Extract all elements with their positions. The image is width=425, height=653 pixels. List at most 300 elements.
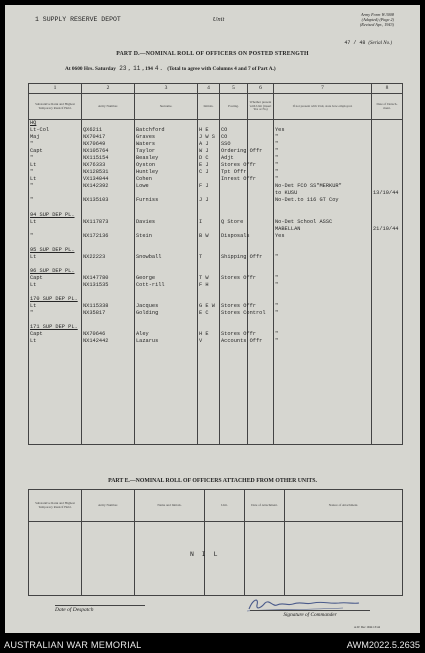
roll-cell: " (274, 148, 372, 155)
roll-cell (82, 226, 135, 233)
roll-cell: " (274, 155, 372, 162)
page-number (344, 40, 392, 46)
roll-cell (248, 367, 274, 374)
roll-cell (274, 268, 372, 275)
roll-row (29, 148, 403, 155)
roll-cell: NX128531 (82, 169, 135, 176)
roll-cell (372, 205, 403, 212)
roll-cell (372, 268, 403, 275)
roll-cell (82, 430, 135, 437)
roll-cell: " (29, 310, 82, 317)
unit-label: Unit (212, 16, 225, 23)
roll-row (29, 402, 403, 409)
roll-cell (135, 353, 198, 360)
roll-cell (82, 261, 135, 268)
roll-cell: V (198, 338, 220, 345)
roll-row (29, 409, 403, 416)
roll-row (29, 176, 403, 183)
roll-cell (248, 268, 274, 275)
roll-cell: G E W (198, 303, 220, 310)
roll-cell: Aley (135, 331, 198, 338)
roll-cell (135, 360, 198, 367)
roll-cell (220, 360, 248, 367)
roll-cell: NX35817 (82, 310, 135, 317)
roll-cell (220, 374, 248, 381)
roll-row (29, 134, 403, 141)
roll-cell (135, 381, 198, 388)
roll-cell: NX70649 (82, 141, 135, 148)
roll-row (29, 430, 403, 437)
roll-cell: Waters (135, 141, 198, 148)
roll-cell (248, 261, 274, 268)
attached-cell (285, 522, 403, 596)
roll-cell (248, 127, 274, 134)
roll-row (29, 423, 403, 430)
roll-cell: NX115154 (82, 155, 135, 162)
roll-cell: Shipping Offr (221, 253, 263, 260)
roll-cell: 96 SUP DEP PL. (29, 268, 82, 275)
roll-cell (198, 190, 220, 197)
roll-row (29, 437, 403, 444)
roll-cell: " (274, 282, 372, 289)
column-header: Substantive Rank and Highest Temporary Rank if Held. (29, 94, 82, 120)
roll-cell (82, 416, 135, 423)
roll-cell (220, 381, 248, 388)
roll-cell (198, 437, 220, 444)
roll-cell: E C (198, 310, 220, 317)
roll-cell (372, 437, 403, 444)
roll-cell: QX6211 (82, 127, 135, 134)
roll-cell (135, 190, 198, 197)
roll-cell (82, 437, 135, 444)
roll-row (29, 416, 403, 423)
roll-cell (274, 423, 372, 430)
roll-cell: to KUSU (274, 190, 372, 197)
roll-cell: " (29, 155, 82, 162)
date-year: 4 (154, 65, 159, 72)
column-header: Army Number. (82, 490, 135, 522)
roll-row (29, 219, 403, 226)
roll-cell (274, 388, 372, 395)
roll-cell: H E (198, 331, 220, 338)
roll-cell: Lt (29, 219, 82, 226)
roll-cell (372, 289, 403, 296)
roll-cell: A J (198, 141, 220, 148)
roll-cell: Stores Control (221, 310, 266, 317)
roll-cell (135, 226, 198, 233)
roll-cell: Capt (29, 331, 82, 338)
archive-reference: AWM2022.5.2635 (346, 640, 420, 650)
column-number: 1 (29, 84, 82, 94)
roll-cell (220, 367, 248, 374)
roll-cell (135, 261, 198, 268)
roll-cell (372, 310, 403, 317)
roll-cell (135, 374, 198, 381)
roll-cell (274, 430, 372, 437)
roll-cell: T W (198, 275, 220, 282)
roll-cell: Lt (29, 162, 82, 169)
roll-cell: Golding (135, 310, 198, 317)
roll-cell (82, 317, 135, 324)
roll-cell (372, 162, 403, 169)
roll-cell (248, 134, 274, 141)
roll-cell: B W (198, 233, 220, 240)
roll-cell (372, 338, 403, 345)
roll-cell (274, 395, 372, 402)
roll-cell (274, 345, 372, 352)
roll-cell: Lt (29, 176, 82, 183)
roll-cell (82, 388, 135, 395)
roll-cell (220, 289, 248, 296)
roll-cell (29, 205, 82, 212)
roll-cell: Lowe (135, 183, 198, 190)
roll-cell (82, 381, 135, 388)
roll-cell: Jacques (135, 303, 198, 310)
roll-cell (372, 197, 403, 204)
roll-row (29, 162, 403, 169)
roll-cell (372, 402, 403, 409)
roll-cell (82, 395, 135, 402)
roll-row (29, 275, 403, 282)
roll-cell (372, 212, 403, 219)
roll-cell (274, 120, 372, 128)
roll-cell (248, 247, 274, 254)
roll-cell (82, 345, 135, 352)
roll-cell (248, 324, 274, 331)
roll-cell (248, 183, 274, 190)
roll-cell: Taylor (135, 148, 198, 155)
column-number: 3 (135, 84, 198, 94)
roll-cell (372, 303, 403, 310)
roll-cell: NX22223 (82, 254, 135, 261)
roll-cell: Cott-rill (135, 282, 198, 289)
roll-cell: Davies (135, 219, 198, 226)
roll-cell: " (274, 169, 372, 176)
roll-cell (29, 402, 82, 409)
roll-cell (372, 233, 403, 240)
roll-cell (372, 127, 403, 134)
roll-cell (198, 374, 220, 381)
attached-cell (82, 522, 135, 596)
roll-cell (220, 190, 248, 197)
roll-cell (274, 261, 372, 268)
roll-cell (372, 219, 403, 226)
roll-cell (82, 120, 135, 128)
roll-row (29, 190, 403, 197)
roll-cell (372, 416, 403, 423)
roll-cell (248, 197, 274, 204)
roll-cell: Stein (135, 233, 198, 240)
roll-row (29, 169, 403, 176)
roll-row (29, 381, 403, 388)
column-header: Name and Initials. (135, 490, 205, 522)
roll-cell: Ordering Offr (221, 148, 263, 155)
column-number: 8 (372, 84, 403, 94)
roll-cell (274, 212, 372, 219)
roll-cell (274, 247, 372, 254)
roll-cell (29, 388, 82, 395)
roll-cell (220, 317, 248, 324)
roll-cell (372, 169, 403, 176)
roll-row (29, 345, 403, 352)
roll-cell: SSO (220, 141, 248, 148)
column-header: Surname. (135, 94, 198, 120)
roll-cell (198, 240, 220, 247)
roll-cell (135, 395, 198, 402)
roll-row (29, 338, 403, 345)
roll-row (29, 261, 403, 268)
column-header: Nature of Attachment. (285, 490, 403, 522)
form-reference (360, 12, 394, 27)
attached-cell (205, 522, 245, 596)
roll-cell (135, 388, 198, 395)
roll-cell (82, 296, 135, 303)
roll-cell (29, 240, 82, 247)
roll-cell (82, 402, 135, 409)
roll-cell: No-Det.to 116 GT Coy (274, 197, 372, 204)
roll-cell: Lt-Col (29, 127, 82, 134)
roll-cell (372, 296, 403, 303)
roll-cell: HQ (29, 120, 82, 128)
roll-cell (372, 345, 403, 352)
roll-cell (29, 437, 82, 444)
roll-cell (372, 134, 403, 141)
roll-cell (274, 374, 372, 381)
roll-cell (198, 212, 220, 219)
roll-cell: CO (220, 134, 248, 141)
roll-cell (220, 430, 248, 437)
roll-cell (248, 289, 274, 296)
roll-cell: NX172136 (82, 233, 135, 240)
roll-cell: " (274, 303, 372, 310)
roll-cell (248, 388, 274, 395)
roll-cell: D C (198, 155, 220, 162)
roll-cell (372, 141, 403, 148)
roll-cell (198, 367, 220, 374)
roll-cell (220, 437, 248, 444)
column-number: 5 (220, 84, 248, 94)
roll-cell: No-Det School ASSC (274, 219, 372, 226)
form-ref-line: Army Form W.3008 (361, 12, 394, 17)
roll-cell (198, 120, 220, 128)
roll-row (29, 212, 403, 219)
roll-cell: I (198, 219, 220, 226)
column-header: Whether present with Unit (insert Yes or No) (248, 94, 274, 120)
roll-cell (274, 437, 372, 444)
roll-cell (372, 367, 403, 374)
unit-name: 1 SUPPLY RESERVE DEPOT (35, 16, 121, 23)
roll-cell (135, 289, 198, 296)
roll-cell (220, 183, 248, 190)
column-header: Army Number. (82, 94, 135, 120)
roll-cell (29, 360, 82, 367)
roll-cell (372, 254, 403, 261)
column-number: 7 (274, 84, 372, 94)
roll-cell (220, 261, 248, 268)
roll-cell: 95 SUP DEP PL. (29, 247, 82, 254)
date-day: 23 (119, 65, 127, 72)
roll-cell (29, 226, 82, 233)
roll-cell: F H (198, 282, 220, 289)
roll-cell (29, 289, 82, 296)
roll-cell (248, 395, 274, 402)
roll-cell (220, 240, 248, 247)
roll-row (29, 155, 403, 162)
roll-cell (220, 388, 248, 395)
roll-cell (248, 141, 274, 148)
roll-cell (372, 275, 403, 282)
roll-cell: T (198, 254, 220, 261)
roll-cell (82, 423, 135, 430)
roll-cell (82, 247, 135, 254)
roll-row (29, 388, 403, 395)
roll-cell (372, 282, 403, 289)
roll-cell (198, 296, 220, 303)
roll-cell: Stores Offr (221, 331, 256, 338)
roll-cell: 170 SUP DEP PL. (29, 296, 82, 303)
archive-credit: AUSTRALIAN WAR MEMORIAL (4, 640, 142, 650)
roll-cell: George (135, 275, 198, 282)
roll-row (29, 127, 403, 134)
roll-cell (82, 268, 135, 275)
roll-row (29, 205, 403, 212)
roll-cell: F J (198, 183, 220, 190)
officers-attached-table (28, 489, 403, 596)
roll-cell: NX135103 (82, 197, 135, 204)
roll-cell (248, 345, 274, 352)
roll-cell: CO (220, 127, 248, 134)
roll-cell (248, 381, 274, 388)
roll-cell (372, 388, 403, 395)
part-e-title: PART E.—NOMINAL ROLL OF OFFICERS ATTACHED FROM OTHER UNITS. (108, 478, 317, 484)
roll-cell (29, 416, 82, 423)
roll-cell: Tpt Offr (221, 169, 247, 176)
roll-cell (135, 120, 198, 128)
column-header: Unit. (205, 490, 245, 522)
unit-line (35, 16, 224, 23)
column-header: Date of Attachment. (245, 490, 285, 522)
roll-cell (29, 381, 82, 388)
roll-cell: " (29, 197, 82, 204)
roll-cell: " (29, 233, 82, 240)
roll-cell (135, 317, 198, 324)
roll-cell (274, 416, 372, 423)
column-header: Posting. (220, 94, 248, 120)
roll-cell (248, 360, 274, 367)
roll-cell: Graves (135, 134, 198, 141)
roll-cell: MABELLAN (274, 226, 372, 233)
column-number: 6 (248, 84, 274, 94)
signature-label: Signature of Commander (250, 610, 370, 618)
roll-cell (29, 409, 82, 416)
roll-cell (135, 296, 198, 303)
roll-cell (274, 409, 372, 416)
roll-cell (372, 409, 403, 416)
roll-cell (29, 430, 82, 437)
roll-cell: Capt (29, 148, 82, 155)
roll-cell (198, 317, 220, 324)
roll-cell: " (274, 254, 372, 261)
roll-cell (82, 353, 135, 360)
roll-cell (274, 353, 372, 360)
roll-cell (82, 289, 135, 296)
roll-cell (135, 409, 198, 416)
roll-cell (82, 205, 135, 212)
roll-cell (135, 345, 198, 352)
roll-cell (29, 190, 82, 197)
roll-cell (82, 240, 135, 247)
roll-cell: Oyston (135, 162, 198, 169)
roll-row (29, 226, 403, 233)
roll-cell (198, 176, 220, 183)
roll-cell (274, 381, 372, 388)
roll-cell: " (274, 141, 372, 148)
roll-cell (198, 388, 220, 395)
nil-entry: N I L (190, 551, 220, 558)
roll-cell (220, 282, 248, 289)
roll-cell (372, 176, 403, 183)
roll-cell: Lazarus (135, 338, 198, 345)
date-of-despatch: Date of Despatch (55, 605, 145, 613)
roll-cell: " (274, 310, 372, 317)
column-number: 2 (82, 84, 135, 94)
roll-cell (248, 233, 274, 240)
form-ref-line: (Adapted) (Page 2) (361, 17, 394, 22)
roll-cell: " (29, 183, 82, 190)
column-header: Substantive Rank and Highest Temporary Rank if Held. (29, 490, 82, 522)
roll-cell (372, 120, 403, 128)
attached-cell (245, 522, 285, 596)
roll-cell (274, 360, 372, 367)
roll-cell: No-Det FCO SS"MERKUR" (274, 183, 372, 190)
roll-cell (372, 353, 403, 360)
column-header: Date of Detach-ment. (372, 94, 403, 120)
roll-cell (248, 317, 274, 324)
roll-cell: 21/10/44 (372, 226, 403, 233)
roll-cell (198, 430, 220, 437)
roll-cell: " (274, 331, 372, 338)
roll-cell: " (274, 275, 372, 282)
roll-cell (372, 317, 403, 324)
roll-cell (372, 240, 403, 247)
roll-cell: NX105764 (82, 148, 135, 155)
roll-cell (372, 247, 403, 254)
roll-cell (274, 402, 372, 409)
roll-cell (248, 282, 274, 289)
roll-cell: NX76333 (82, 162, 135, 169)
roll-cell (220, 402, 248, 409)
roll-row (29, 240, 403, 247)
roll-cell (135, 367, 198, 374)
print-reference: A.W. Dec 1944 13/44 (353, 625, 380, 629)
form-sheet (5, 5, 420, 633)
roll-cell (248, 120, 274, 128)
roll-cell: NX142442 (82, 338, 135, 345)
roll-cell: Maj (29, 134, 82, 141)
roll-cell: Lt (29, 254, 82, 261)
roll-cell: Yes (274, 127, 372, 134)
roll-cell (248, 430, 274, 437)
roll-cell: Lt (29, 338, 82, 345)
roll-cell (372, 331, 403, 338)
roll-cell (135, 240, 198, 247)
roll-cell (274, 317, 372, 324)
roll-cell (198, 345, 220, 352)
roll-cell (248, 374, 274, 381)
roll-cell: VX134044 (82, 176, 135, 183)
roll-cell (220, 416, 248, 423)
roll-cell (220, 205, 248, 212)
